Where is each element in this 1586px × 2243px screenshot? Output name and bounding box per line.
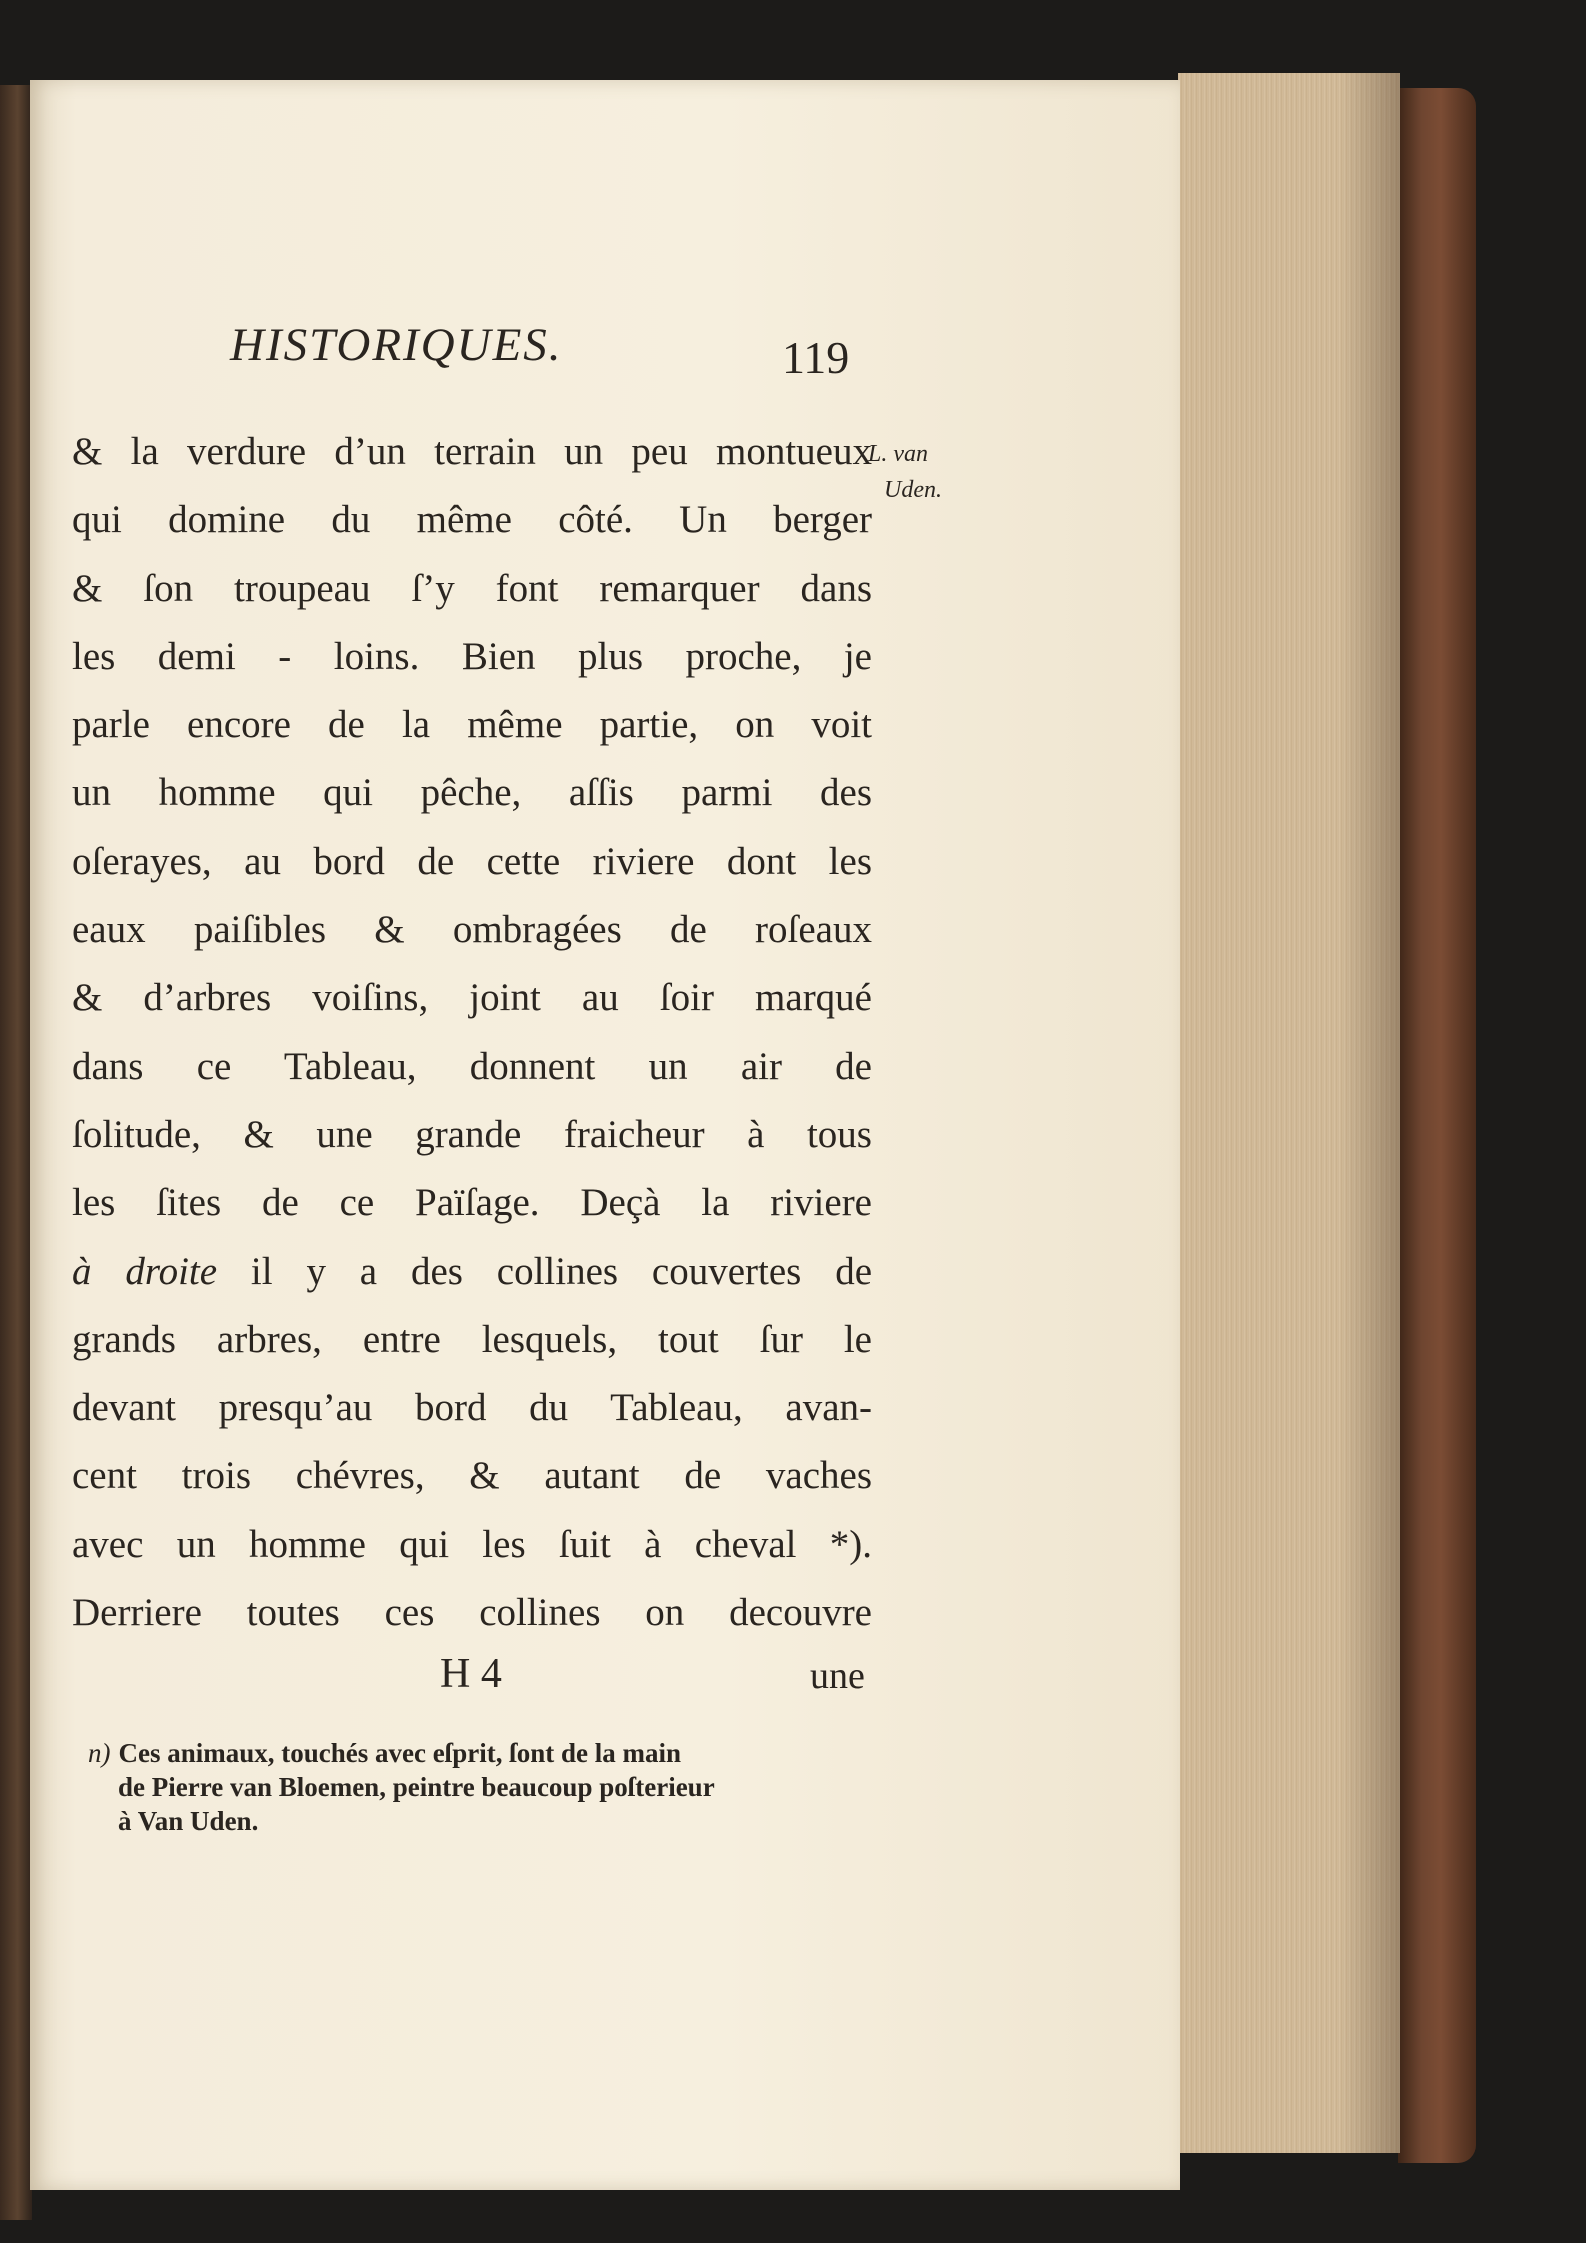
margin-note-line-2: Uden. xyxy=(884,477,942,503)
footnote-line-2: de Pierre van Bloemen, peintre beaucoup poſterieur xyxy=(118,1772,715,1802)
body-line: parle encore de la même partie, on voit xyxy=(72,703,872,747)
body-line: & d’arbres voiſins, joint au ſoir marqué xyxy=(72,976,872,1020)
body-text xyxy=(72,418,872,1647)
margin-note xyxy=(868,436,942,508)
footnote xyxy=(88,1736,878,1838)
footnote-marker: n) xyxy=(88,1738,111,1768)
body-line: oſerayes, au bord de cette riviere dont les xyxy=(72,839,872,883)
body-line: un homme qui pêche, aſſis parmi des xyxy=(72,771,872,815)
margin-note-line-1: L. van xyxy=(868,441,928,467)
body-line: & la verdure d’un terrain un peu montueux xyxy=(72,430,872,473)
body-line: qui domine du même côté. Un berger xyxy=(72,498,872,542)
footnote-text-1: Ces animaux, touchés avec eſprit, ſont de la main xyxy=(118,1738,681,1768)
body-line: Derriere toutes ces collines on decouvre xyxy=(72,1591,872,1635)
body-line: eaux paiſibles & ombragées de roſeaux xyxy=(72,908,872,952)
body-line-rest: il y a des collines couvertes de xyxy=(250,1249,873,1293)
body-line: dans ce Tableau, donnent un air de xyxy=(72,1044,872,1088)
page-block-fore-edge xyxy=(1178,73,1400,2153)
footnote-line-1 xyxy=(88,1736,878,1770)
body-line: ſolitude, & une grande fraicheur à tous xyxy=(72,1112,872,1156)
body-line: cent trois chévres, & autant de vaches xyxy=(72,1454,872,1498)
italic-phrase: à droite xyxy=(72,1249,218,1293)
left-binding-edge xyxy=(0,85,32,2220)
catchword: une xyxy=(810,1655,865,1697)
footnote-line-3: à Van Uden. xyxy=(118,1806,259,1836)
body-line-with-italic xyxy=(72,1238,872,1306)
body-line: grands arbres, entre lesquels, tout ſur le xyxy=(72,1317,872,1361)
running-header-title: HISTORIQUES. xyxy=(230,319,563,371)
leather-cover-edge xyxy=(1398,88,1476,2163)
body-line: les demi - loins. Bien plus proche, je xyxy=(72,634,872,678)
body-line: avec un homme qui les ſuit à cheval *). xyxy=(72,1522,872,1566)
signature-mark: H 4 xyxy=(440,1651,502,1697)
body-line: devant presqu’au bord du Tableau, avan- xyxy=(72,1386,872,1430)
page-number: 119 xyxy=(782,332,850,383)
body-line: & ſon troupeau ſ’y font remarquer dans xyxy=(72,566,872,610)
body-line: les ſites de ce Païſage. Deçà la riviere xyxy=(72,1181,872,1225)
